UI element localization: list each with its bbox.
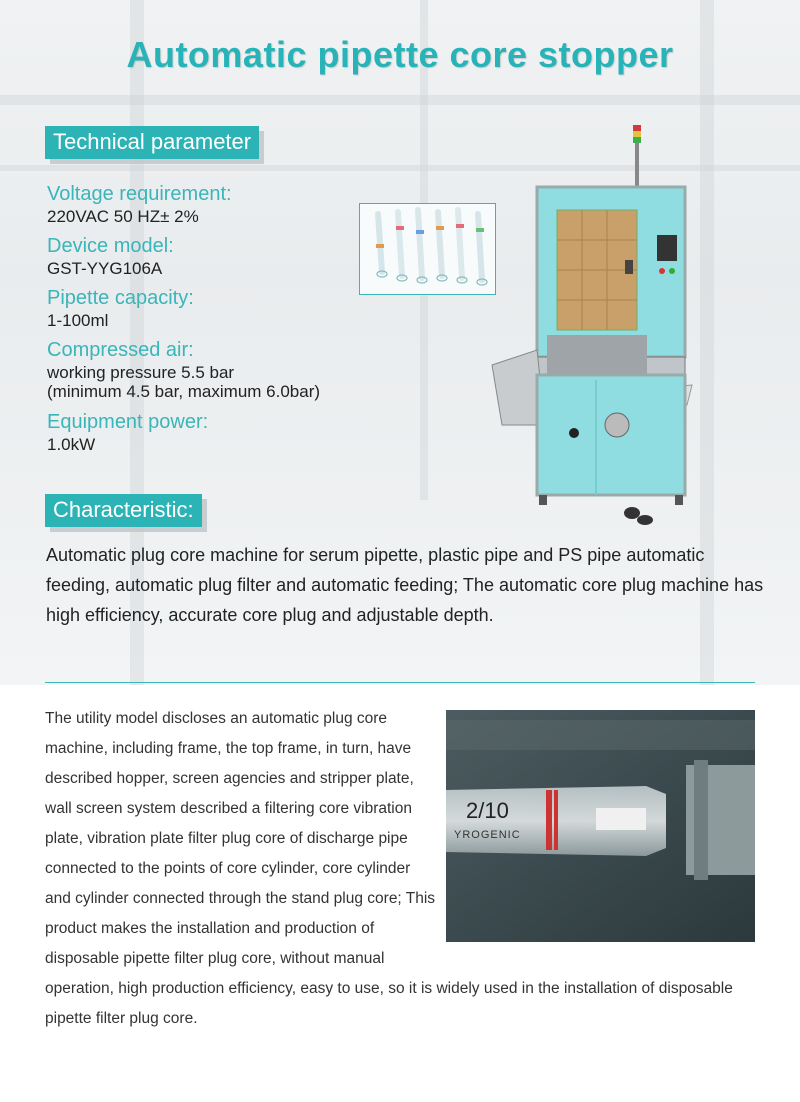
pipette-capacity-label: Pipette capacity: [47,287,194,309]
compressed-air-value: working pressure 5.5 bar [47,363,235,382]
photo-label-bottom: YROGENIC [454,829,521,841]
pipettes-illustration [360,204,495,294]
pipette-capacity-value: 1-100ml [47,311,109,330]
compressed-air-range: (minimum 4.5 bar, maximum 6.0bar) [47,382,321,401]
page-title: Automatic pipette core stopper [126,34,674,75]
description-text: The utility model discloses an automatic plug core machine, including frame, the top frame, in turn, have described hopper, screen agencies and stripper plate, wall screen system described a filtering core vibration plate, vibration plate filter plug core of discharge pipe connected to the points of core cylinder, core cylinder and cylinder connected through the stand plug core; This product makes the installation and production of disposable pipette filter plug core, without manual operation, high production efficiency, easy to use, so it is widely used in the installation of disposable pipette filter plug core. [45,710,733,1027]
device-model-value: GST-YYG106A [47,259,163,278]
machine-illustration [487,125,697,525]
characteristic-heading: Characteristic: [45,494,202,527]
pipette-thumbnail-image [359,203,496,295]
voltage-value: 220VAC 50 HZ± 2% [47,207,199,226]
machine-image [487,125,697,525]
compressed-air-label: Compressed air: [47,339,194,361]
technical-parameter-heading: Technical parameter [45,126,259,159]
photo-label-top: 2/10 [466,798,509,823]
voltage-label: Voltage requirement: [47,183,232,205]
device-model-label: Device model: [47,235,174,257]
closeup-illustration [446,710,755,942]
equipment-power-label: Equipment power: [47,411,209,433]
characteristic-text: Automatic plug core machine for serum pipette, plastic pipe and PS pipe automatic feeding, automatic plug filter and automatic feeding; The automatic core plug machine has high efficiency, accurate core plug and adjustable depth. [46,545,764,625]
equipment-power-value: 1.0kW [47,435,96,454]
background-beam [0,95,800,105]
section-divider [45,682,755,683]
pipette-closeup-photo [446,710,755,942]
